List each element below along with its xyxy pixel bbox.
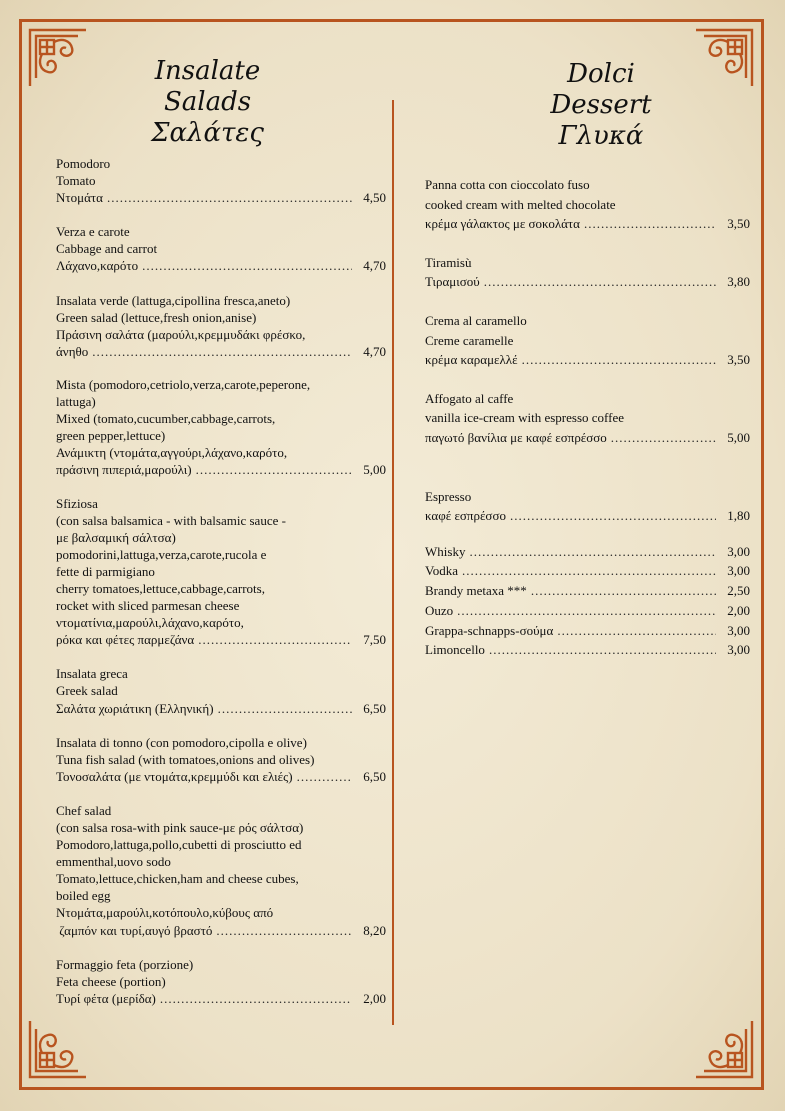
heading-line: Dolci [567, 59, 635, 89]
dot-leader [510, 506, 716, 526]
item-price: 3,50 [727, 352, 750, 368]
price-line [56, 257, 386, 274]
drink-name: Grappa-schnapps-σούμα [425, 622, 554, 638]
item-line: lattuga) [56, 394, 96, 410]
item-line: παγωτό βανίλια με καφέ εσπρέσσο [425, 429, 607, 445]
heading-line: Σαλάτες [151, 118, 264, 148]
corner-ornament-icon [694, 1019, 754, 1079]
dot-leader [557, 621, 716, 641]
dot-leader [107, 189, 352, 206]
drink-name: Whisky [425, 543, 466, 559]
drink-name: Brandy metaxa *** [425, 583, 527, 599]
dot-leader [611, 428, 716, 448]
dot-leader [469, 542, 716, 562]
item-line: (con salsa balsamica - with balsamic sauce - [56, 512, 286, 528]
item-price: 4,70 [363, 258, 386, 274]
menu-item [425, 175, 750, 234]
dot-leader [216, 922, 352, 939]
item-line: pomodorini,lattuga,verza,carote,rucola e [56, 546, 267, 562]
item-line: Mista (pomodoro,cetriolo,verza,carote,peperone, [56, 376, 311, 392]
menu-item [425, 389, 750, 448]
menu-item [425, 311, 750, 370]
item-price: 3,00 [727, 642, 750, 658]
price-line [56, 631, 386, 648]
item-line: Ανάμικτη (ντομάτα,αγγούρι,λάχανο,καρότο, [56, 445, 288, 461]
dot-leader [196, 461, 353, 478]
item-line: κρέμα καραμελλέ [425, 352, 518, 368]
item-line: Tiramisù [425, 254, 472, 270]
item-line: green pepper,lettuce) [56, 428, 166, 444]
item-line: ρόκα και φέτες παρμεζάνα [56, 632, 195, 648]
item-price: 8,20 [363, 922, 386, 938]
item-line: Pomodoro [56, 156, 111, 171]
dot-leader [142, 257, 352, 274]
salads-column [56, 155, 386, 1007]
item-price: 3,80 [727, 274, 750, 290]
item-line: emmenthal,uovo sodo [56, 854, 171, 870]
item-line: κρέμα γάλακτος με σοκολάτα [425, 216, 580, 232]
menu-item [425, 487, 750, 526]
item-price: 4,50 [363, 190, 386, 206]
dot-leader [484, 272, 717, 292]
item-line: cooked cream with melted chocolate [425, 196, 616, 212]
column-divider [392, 100, 394, 1025]
item-price: 2,00 [363, 990, 386, 1006]
item-line: καφέ εσπρέσσο [425, 508, 506, 524]
dot-leader [218, 700, 353, 717]
drink-item [425, 621, 750, 641]
dot-leader [457, 601, 716, 621]
item-price: 2,50 [727, 583, 750, 599]
menu-item [56, 155, 386, 206]
dot-leader [297, 768, 353, 785]
price-line [56, 189, 386, 206]
menu-item [56, 802, 386, 939]
item-price: 6,50 [363, 768, 386, 784]
price-line [425, 506, 750, 526]
heading-line: Γλυκά [558, 121, 644, 151]
drink-name: Limoncello [425, 642, 485, 658]
drink-item [425, 601, 750, 621]
drink-name: Ouzo [425, 602, 454, 618]
item-line: Green salad (lettuce,fresh onion,anise) [56, 309, 257, 325]
item-price: 1,80 [727, 508, 750, 524]
price-line [56, 700, 386, 717]
item-line: Τιραμισού [425, 274, 480, 290]
item-line: Σαλάτα χωριάτικη (Ελληνική) [56, 700, 214, 716]
item-line: Espresso [425, 488, 472, 504]
dot-leader [160, 990, 352, 1007]
item-line: boiled egg [56, 888, 111, 904]
item-line: Affogato al caffe [425, 390, 514, 406]
item-line: Insalata greca [56, 666, 128, 682]
heading-line: Dessert [550, 90, 652, 120]
item-line: Verza e carote [56, 224, 130, 240]
item-price: 2,00 [727, 602, 750, 618]
item-line: πράσινη πιπεριά,μαρούλι) [56, 462, 192, 478]
drinks-list [425, 542, 750, 660]
item-line: Πράσινη σαλάτα (μαρούλι,κρεμμυδάκι φρέσκο, [56, 326, 306, 342]
desserts-heading [470, 59, 732, 152]
menu-item [56, 292, 386, 360]
item-line: Mixed (tomato,cucumber,cabbage,carrots, [56, 411, 276, 427]
item-price: 3,00 [727, 622, 750, 638]
item-line: Tomato [56, 173, 96, 189]
item-price: 6,50 [363, 700, 386, 716]
item-line: Τονοσαλάτα (με ντομάτα,κρεμμύδι και ελιές) [56, 768, 293, 784]
item-price: 3,50 [727, 216, 750, 232]
item-line: Ντομάτα,μαρούλι,κοτόπουλο,κύβους από [56, 905, 274, 921]
item-line: fette di parmigiano [56, 563, 155, 579]
price-line [425, 272, 750, 292]
item-price: 3,00 [727, 563, 750, 579]
item-line: cherry tomatoes,lettuce,cabbage,carrots, [56, 580, 265, 596]
dot-leader [522, 350, 717, 370]
item-line: Insalata verde (lattuga,cipollina fresca,aneto) [56, 292, 291, 308]
drink-name: Vodka [425, 563, 458, 579]
item-line: ζαμπόν και τυρί,αυγό βραστό [56, 922, 213, 938]
item-line: Tomato,lettuce,chicken,ham and cheese cubes, [56, 871, 299, 887]
item-line: Panna cotta con cioccolato fuso [425, 177, 590, 192]
item-line: Crema al caramello [425, 312, 527, 328]
item-line: Formaggio feta (porzione) [56, 956, 194, 972]
menu-item [425, 253, 750, 292]
drink-item [425, 581, 750, 601]
price-line [56, 768, 386, 785]
item-price: 5,00 [363, 462, 386, 478]
item-line: Creme caramelle [425, 332, 514, 348]
desserts-column [425, 175, 750, 660]
dot-leader [531, 581, 716, 601]
item-line: Insalata di tonno (con pomodoro,cipolla e olive) [56, 734, 307, 750]
dot-leader [198, 631, 352, 648]
price-line [56, 461, 386, 478]
price-line [425, 350, 750, 370]
dot-leader [584, 214, 716, 234]
item-line: rocket with sliced parmesan cheese [56, 598, 240, 614]
item-line: Pomodoro,lattuga,pollo,cubetti di prosciutto ed [56, 837, 302, 853]
item-line: Tuna fish salad (with tomatoes,onions and olives) [56, 751, 315, 767]
menu-item [56, 956, 386, 1007]
item-line: Sfiziosa [56, 495, 98, 511]
item-line: Cabbage and carrot [56, 241, 158, 257]
menu-item [56, 495, 386, 649]
salads-heading [110, 56, 305, 149]
item-price: 3,00 [727, 543, 750, 559]
dot-leader [462, 561, 716, 581]
dot-leader [489, 640, 716, 660]
price-line [56, 922, 386, 939]
menu-item [56, 665, 386, 716]
item-line: Feta cheese (portion) [56, 973, 166, 989]
item-line: άνηθο [56, 343, 89, 359]
heading-line: Salads [163, 87, 252, 117]
item-line: Λάχανο,καρότο [56, 258, 139, 274]
price-line [56, 343, 386, 360]
item-price: 4,70 [363, 343, 386, 359]
item-price: 7,50 [363, 632, 386, 648]
dot-leader [92, 343, 352, 360]
menu-item [56, 734, 386, 785]
menu-item [56, 376, 386, 479]
menu-item [56, 223, 386, 274]
drink-item [425, 640, 750, 660]
item-line: Τυρί φέτα (μερίδα) [56, 990, 156, 1006]
corner-ornament-icon [28, 1019, 88, 1079]
drink-item [425, 542, 750, 562]
price-line [425, 428, 750, 448]
item-price: 5,00 [727, 429, 750, 445]
item-line: Chef salad [56, 802, 112, 818]
corner-ornament-icon [28, 28, 88, 88]
item-line: με βαλσαμική σάλτσα) [56, 529, 176, 545]
item-line: (con salsa rosa-with pink sauce-με ρός σάλτσα) [56, 820, 304, 835]
drink-item [425, 561, 750, 581]
price-line [425, 214, 750, 234]
item-line: vanilla ice-cream with espresso coffee [425, 410, 624, 426]
item-line: Greek salad [56, 683, 118, 699]
item-line: ντοματίνια,μαρούλι,λάχανο,καρότο, [56, 615, 244, 631]
heading-line: Insalate [154, 56, 261, 86]
price-line [56, 990, 386, 1007]
item-line: Ντομάτα [56, 190, 103, 206]
